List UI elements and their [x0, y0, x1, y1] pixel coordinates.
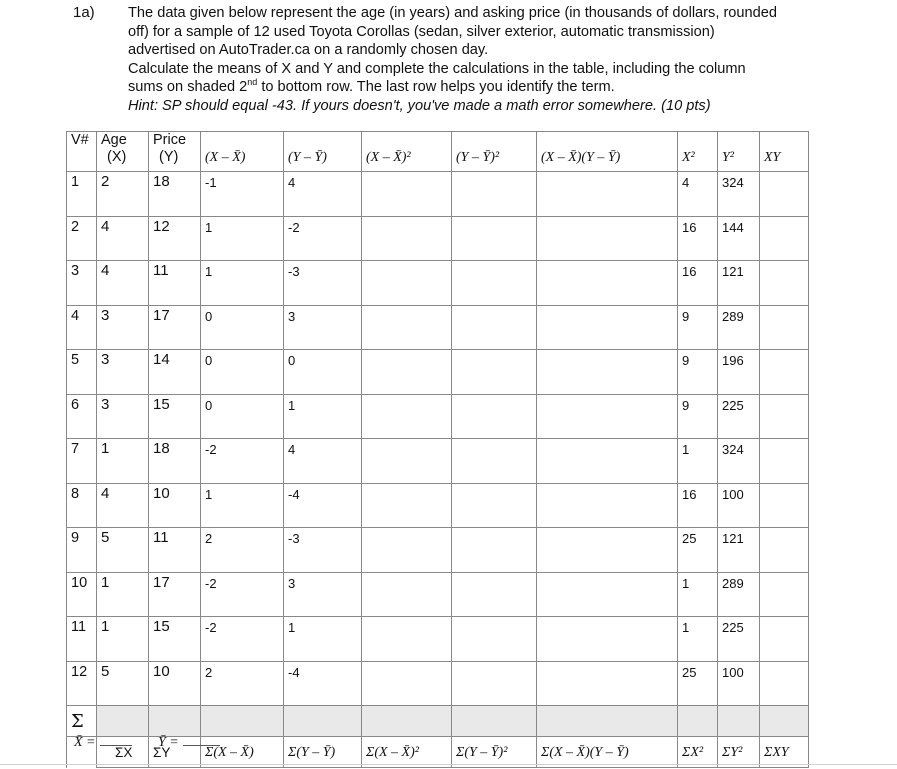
cell-dx2-blank[interactable]	[362, 172, 452, 217]
header-xy: XY	[760, 132, 809, 172]
table-row	[67, 528, 809, 573]
cell-dx: 2	[201, 528, 284, 573]
sum-label-cell-x2	[678, 737, 718, 768]
cell-dy: 1	[284, 617, 362, 662]
cell-y: 10	[149, 661, 201, 706]
cell-v: 1	[67, 172, 97, 217]
cell-y: 12	[149, 216, 201, 261]
cell-dx: 1	[201, 216, 284, 261]
cell-y: 11	[149, 528, 201, 573]
cell-dy: -3	[284, 261, 362, 306]
cell-dx2-blank[interactable]	[362, 528, 452, 573]
cell-xy-blank[interactable]	[760, 528, 809, 573]
y-mean	[158, 733, 220, 751]
cell-dx2-blank[interactable]	[362, 394, 452, 439]
x-mean-label: X̄ =	[74, 735, 96, 750]
cell-x2: 1	[678, 572, 718, 617]
cell-x2: 1	[678, 439, 718, 484]
calculation-table	[66, 131, 809, 768]
cell-dxdy-blank[interactable]	[537, 305, 678, 350]
cell-dxdy-blank[interactable]	[537, 572, 678, 617]
header-price: Price (Y)	[149, 132, 201, 172]
header-dx2: (X – X̄)²	[362, 132, 452, 172]
cell-xy-blank[interactable]	[760, 661, 809, 706]
cell-dy: -4	[284, 661, 362, 706]
cell-dy2-blank[interactable]	[452, 617, 537, 662]
cell-x2: 4	[678, 172, 718, 217]
sigma-symbol: Σ	[67, 706, 97, 737]
cell-xy-blank[interactable]	[760, 572, 809, 617]
cell-dy2-blank[interactable]	[452, 439, 537, 484]
cell-dx: -2	[201, 439, 284, 484]
cell-y2: 289	[718, 305, 760, 350]
instruction-line-2	[128, 78, 888, 97]
cell-y2: 100	[718, 483, 760, 528]
x-mean-blank[interactable]	[100, 733, 132, 746]
cell-x: 4	[97, 483, 149, 528]
table-row	[67, 172, 809, 217]
hint-line: Hint: SP should equal -43. If yours doesn't, you've made a math error somewhere. (10 pts)	[128, 97, 711, 114]
cell-y: 17	[149, 305, 201, 350]
question-text	[128, 4, 888, 115]
question-line-3: advertised on AutoTrader.ca on a randomly chosen day.	[128, 42, 489, 58]
cell-x: 5	[97, 661, 149, 706]
cell-y: 10	[149, 483, 201, 528]
cell-y2: 121	[718, 528, 760, 573]
cell-x2: 9	[678, 305, 718, 350]
cell-xy-blank[interactable]	[760, 172, 809, 217]
cell-dy2-blank[interactable]	[452, 350, 537, 395]
y-mean-blank[interactable]	[183, 733, 220, 746]
cell-dx: -2	[201, 572, 284, 617]
cell-x2: 25	[678, 528, 718, 573]
cell-dx: -1	[201, 172, 284, 217]
header-y2: Y²	[718, 132, 760, 172]
cell-dxdy-blank[interactable]	[537, 439, 678, 484]
instruction-part-b: to bottom row. The last row helps you identify the term.	[257, 79, 615, 95]
cell-x2: 16	[678, 483, 718, 528]
question-line-2: off) for a sample of 12 used Toyota Corollas (sedan, silver exterior, automatic transmission)	[128, 23, 715, 40]
cell-xy-blank[interactable]	[760, 439, 809, 484]
cell-dxdy-blank[interactable]	[537, 528, 678, 573]
cell-y2: 121	[718, 261, 760, 306]
cell-dy2-blank[interactable]	[452, 394, 537, 439]
x-mean	[74, 733, 132, 751]
sum-label-cell-dy2	[452, 737, 537, 768]
cell-dxdy-blank[interactable]	[537, 261, 678, 306]
cell-x: 1	[97, 439, 149, 484]
sum-label-dx2: Σ(X – X̄)²	[366, 744, 419, 760]
cell-y: 14	[149, 350, 201, 395]
instruction-line-1: Calculate the means of X and Y and complete the calculations in the table, including the column	[128, 60, 746, 77]
cell-dy: 4	[284, 172, 362, 217]
cell-x2: 16	[678, 261, 718, 306]
cell-dx: 2	[201, 661, 284, 706]
sum-cell-xy[interactable]	[760, 706, 809, 737]
cell-dxdy-blank[interactable]	[537, 350, 678, 395]
cell-y2: 144	[718, 216, 760, 261]
sum-label-dy2: Σ(Y – Ȳ)²	[456, 744, 508, 760]
cell-dxdy-blank[interactable]	[537, 172, 678, 217]
cell-dx2-blank[interactable]	[362, 661, 452, 706]
sum-cell-dy[interactable]	[284, 706, 362, 737]
sum-label-x2: ΣX²	[682, 744, 704, 760]
cell-v: 6	[67, 394, 97, 439]
header-age: Age (X)	[97, 132, 149, 172]
cell-x2: 9	[678, 394, 718, 439]
sum-cell-dx[interactable]	[201, 706, 284, 737]
cell-dx2-blank[interactable]	[362, 350, 452, 395]
cell-dxdy-blank[interactable]	[537, 216, 678, 261]
sum-label-dxdy: Σ(X – X̄)(Y – Ȳ)	[541, 744, 629, 760]
cell-dxdy-blank[interactable]	[537, 661, 678, 706]
cell-dy2-blank[interactable]	[452, 661, 537, 706]
cell-x: 3	[97, 305, 149, 350]
cell-dx2-blank[interactable]	[362, 216, 452, 261]
cell-v: 5	[67, 350, 97, 395]
cell-y: 15	[149, 617, 201, 662]
cell-dy: -4	[284, 483, 362, 528]
cell-y2: 324	[718, 439, 760, 484]
cell-dxdy-blank[interactable]	[537, 617, 678, 662]
cell-dx: 0	[201, 350, 284, 395]
cell-y: 15	[149, 394, 201, 439]
cell-dy2-blank[interactable]	[452, 528, 537, 573]
cell-dxdy-blank[interactable]	[537, 483, 678, 528]
cell-x: 3	[97, 394, 149, 439]
cell-dy: 3	[284, 305, 362, 350]
instruction-superscript: nd	[247, 77, 258, 88]
cell-dx: 0	[201, 305, 284, 350]
cell-y: 18	[149, 439, 201, 484]
header-vnum: V#	[67, 132, 97, 172]
cell-dy: -2	[284, 216, 362, 261]
cell-v: 7	[67, 439, 97, 484]
cell-dx: 0	[201, 394, 284, 439]
cell-dx: 1	[201, 483, 284, 528]
cell-xy-blank[interactable]	[760, 394, 809, 439]
cell-v: 10	[67, 572, 97, 617]
y-mean-label: Ȳ =	[158, 735, 179, 750]
table-row	[67, 439, 809, 484]
cell-v: 4	[67, 305, 97, 350]
cell-v: 3	[67, 261, 97, 306]
table-row	[67, 617, 809, 662]
header-dy2: (Y – Ȳ)²	[452, 132, 537, 172]
cell-x: 4	[97, 261, 149, 306]
cell-dy: 3	[284, 572, 362, 617]
sum-label-xy: ΣXY	[764, 744, 789, 760]
cell-xy-blank[interactable]	[760, 261, 809, 306]
cell-dy: 0	[284, 350, 362, 395]
sum-cell-y[interactable]	[149, 706, 201, 737]
cell-v: 12	[67, 661, 97, 706]
sum-cell-y2[interactable]	[718, 706, 760, 737]
cell-x2: 9	[678, 350, 718, 395]
cell-x2: 1	[678, 617, 718, 662]
table-row	[67, 261, 809, 306]
table-row	[67, 483, 809, 528]
cell-y: 17	[149, 572, 201, 617]
table-row	[67, 572, 809, 617]
cell-y: 18	[149, 172, 201, 217]
cell-y2: 289	[718, 572, 760, 617]
cell-y2: 324	[718, 172, 760, 217]
cell-xy-blank[interactable]	[760, 305, 809, 350]
cell-y: 11	[149, 261, 201, 306]
cell-dy: 4	[284, 439, 362, 484]
cell-dy2-blank[interactable]	[452, 216, 537, 261]
sum-cell-dxdy[interactable]	[537, 706, 678, 737]
cell-dx2-blank[interactable]	[362, 439, 452, 484]
sum-label-cell-dx2	[362, 737, 452, 768]
question-number: 1a)	[73, 4, 95, 21]
cell-xy-blank[interactable]	[760, 350, 809, 395]
page-bottom-divider	[0, 764, 897, 765]
cell-v: 2	[67, 216, 97, 261]
sum-label-cell-dxdy	[537, 737, 678, 768]
header-x2: X²	[678, 132, 718, 172]
cell-y2: 196	[718, 350, 760, 395]
cell-dx2-blank[interactable]	[362, 572, 452, 617]
cell-x2: 25	[678, 661, 718, 706]
table-row	[67, 350, 809, 395]
sum-cell-dx2[interactable]	[362, 706, 452, 737]
header-row	[67, 132, 809, 172]
cell-dy2-blank[interactable]	[452, 483, 537, 528]
cell-dxdy-blank[interactable]	[537, 394, 678, 439]
cell-x2: 16	[678, 216, 718, 261]
cell-x: 1	[97, 572, 149, 617]
table-row	[67, 305, 809, 350]
instruction-part-a: sums on shaded 2	[128, 79, 248, 95]
cell-dx2-blank[interactable]	[362, 261, 452, 306]
cell-dx: -2	[201, 617, 284, 662]
sum-label-x: ΣX	[115, 744, 133, 760]
cell-x: 5	[97, 528, 149, 573]
sum-cell-dy2[interactable]	[452, 706, 537, 737]
cell-xy-blank[interactable]	[760, 216, 809, 261]
cell-v: 9	[67, 528, 97, 573]
cell-dy: 1	[284, 394, 362, 439]
cell-xy-blank[interactable]	[760, 617, 809, 662]
cell-dx: 1	[201, 261, 284, 306]
sum-label-cell-xy	[760, 737, 809, 768]
cell-dy2-blank[interactable]	[452, 305, 537, 350]
table-row	[67, 216, 809, 261]
cell-dy: -3	[284, 528, 362, 573]
header-dx: (X – X̄)	[201, 132, 284, 172]
sum-label-dx: Σ(X – X̄)	[205, 744, 254, 760]
table-row	[67, 394, 809, 439]
cell-dy2-blank[interactable]	[452, 172, 537, 217]
header-dy: (Y – Ȳ)	[284, 132, 362, 172]
sum-cell-x2[interactable]	[678, 706, 718, 737]
cell-x: 4	[97, 216, 149, 261]
sum-label-cell-dy	[284, 737, 362, 768]
cell-dx2-blank[interactable]	[362, 483, 452, 528]
cell-dx2-blank[interactable]	[362, 617, 452, 662]
cell-y2: 225	[718, 394, 760, 439]
cell-v: 8	[67, 483, 97, 528]
sum-label-y2: ΣY²	[722, 744, 743, 760]
cell-xy-blank[interactable]	[760, 483, 809, 528]
question-line-1: The data given below represent the age (in years) and asking price (in thousands of dollars, rounded	[128, 5, 778, 21]
cell-dx2-blank[interactable]	[362, 305, 452, 350]
cell-v: 11	[67, 617, 97, 662]
cell-x: 3	[97, 350, 149, 395]
header-dxdy: (X – X̄)(Y – Ȳ)	[537, 132, 678, 172]
cell-y2: 225	[718, 617, 760, 662]
sum-label-dy: Σ(Y – Ȳ)	[288, 744, 336, 760]
sum-label-cell-y2	[718, 737, 760, 768]
cell-dy2-blank[interactable]	[452, 261, 537, 306]
cell-dy2-blank[interactable]	[452, 572, 537, 617]
cell-x: 1	[97, 617, 149, 662]
sum-entry-row	[67, 706, 809, 737]
cell-y2: 100	[718, 661, 760, 706]
table-row	[67, 661, 809, 706]
sum-label-y: ΣY	[153, 744, 171, 760]
sum-cell-x[interactable]	[97, 706, 149, 737]
cell-x: 2	[97, 172, 149, 217]
